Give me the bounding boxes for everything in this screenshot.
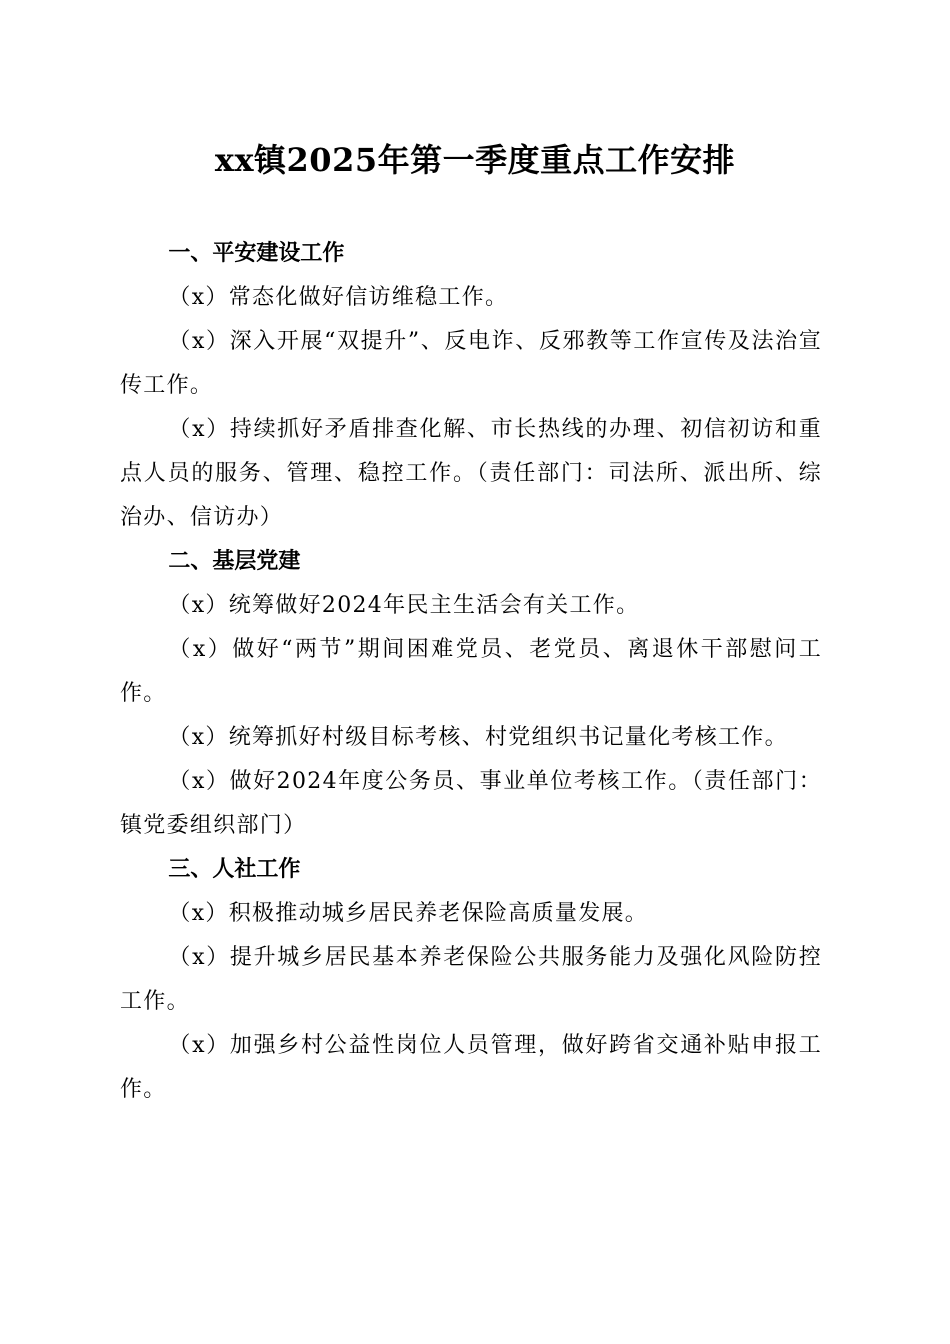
paragraph: （x）持续抓好矛盾排查化解、市长热线的办理、初信初访和重点人员的服务、管理、稳控工作。（责任部门：司法所、派出所、综治办、信访办）: [120, 417, 822, 530]
document-title: xx镇2025年第一季度重点工作安排: [214, 141, 736, 179]
section-heading: 二、基层党建: [168, 549, 301, 574]
paragraph: （x）深入开展“双提升”、反电诈、反邪教等工作宣传及法治宣传工作。: [120, 329, 822, 398]
paragraph: （x）统筹做好2024年民主生活会有关工作。: [168, 593, 640, 618]
paragraph: （x）做好2024年度公务员、事业单位考核工作。（责任部门：镇党委组织部门）: [120, 769, 822, 838]
paragraph: （x）常态化做好信访维稳工作。: [168, 285, 509, 310]
paragraph: （x）统筹抓好村级目标考核、村党组织书记量化考核工作。: [168, 725, 788, 750]
paragraph: （x）积极推动城乡居民养老保险高质量发展。: [168, 901, 649, 926]
paragraph: （x）提升城乡居民基本养老保险公共服务能力及强化风险防控工作。: [120, 945, 822, 1014]
document-body: [120, 232, 822, 1112]
paragraph: （x）做好“两节”期间困难党员、老党员、离退休干部慰问工作。: [120, 637, 822, 706]
paragraph: （x）加强乡村公益性岗位人员管理，做好跨省交通补贴申报工作。: [120, 1033, 822, 1102]
section-heading: 三、人社工作: [168, 857, 301, 882]
section-heading: 一、平安建设工作: [168, 241, 345, 266]
